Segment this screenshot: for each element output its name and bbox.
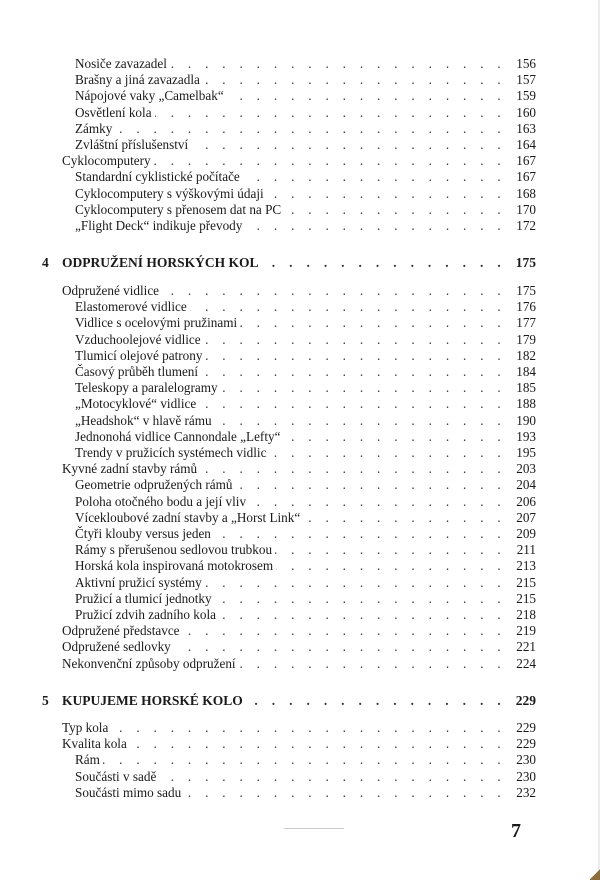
toc-entry-title: Kyvné zadní stavby rámů: [62, 461, 200, 477]
dot-leader: [205, 348, 506, 364]
chapter-number: 5: [42, 693, 49, 708]
dot-leader: [159, 769, 506, 785]
toc-entry-title: Odpružené představce: [62, 623, 183, 639]
toc-entry-title: Součásti v sadě: [75, 769, 159, 785]
toc-entry[interactable]: [75, 218, 536, 234]
toc-entry[interactable]: [75, 575, 536, 591]
toc-entry[interactable]: [75, 348, 536, 364]
toc-entry[interactable]: [75, 769, 536, 785]
toc-entry-page: 206: [506, 494, 536, 510]
page-number: 7: [511, 820, 521, 842]
toc-entry-page: 160: [506, 105, 536, 121]
toc-entry-page: 175: [506, 283, 536, 299]
chapter-title: KUPUJEME HORSKÉ KOLO: [62, 693, 246, 709]
toc-entry[interactable]: [75, 72, 536, 88]
dot-leader: [246, 693, 506, 709]
toc-entry-page: 213: [506, 558, 536, 574]
toc-entry-page: 170: [506, 202, 536, 218]
toc-entry-page: 203: [506, 461, 536, 477]
toc-entry[interactable]: [75, 315, 536, 331]
toc-entry-title: Součásti mimo sadu: [75, 785, 184, 801]
toc-entry-title: Typ kola: [62, 720, 111, 736]
toc-entry[interactable]: [75, 56, 536, 72]
dot-leader: [275, 542, 506, 558]
toc-entry[interactable]: [75, 477, 536, 493]
toc-entry[interactable]: [75, 413, 536, 429]
dot-leader: [162, 283, 506, 299]
toc-entry-page: 232: [506, 785, 536, 801]
dot-leader: [215, 413, 506, 429]
toc-entry-title: Rámy s přerušenou sedlovou trubkou: [75, 542, 275, 558]
toc-entry-title: Standardní cyklistické počítače: [75, 169, 243, 185]
toc-entry-page: 230: [506, 769, 536, 785]
dot-leader: [245, 218, 506, 234]
toc-entry[interactable]: [75, 105, 536, 121]
toc-entry-page: 188: [506, 396, 536, 412]
dot-leader: [284, 202, 506, 218]
dot-leader: [200, 461, 506, 477]
toc-entry-page: 156: [506, 56, 536, 72]
toc-entry[interactable]: [62, 656, 536, 672]
dot-leader: [221, 380, 506, 396]
chapter-page: 175: [506, 255, 536, 271]
dot-leader: [267, 186, 506, 202]
toc-entry-page: 211: [506, 542, 536, 558]
chapter-heading[interactable]: [62, 255, 536, 271]
toc-entry[interactable]: [75, 202, 536, 218]
toc-entry-title: Zámky: [75, 121, 115, 137]
toc-entry-title: Cyklocomputery: [62, 153, 154, 169]
toc-entry-title: Nosiče zavazadel: [75, 56, 170, 72]
toc-entry[interactable]: [62, 639, 536, 655]
dot-leader: [201, 364, 506, 380]
toc-entry-page: 229: [506, 720, 536, 736]
toc-entry-title: „Headshok“ v hlavě rámu: [75, 413, 215, 429]
toc-entry[interactable]: [62, 153, 536, 169]
toc-entry-title: Cyklocomputery s přenosem dat na PC: [75, 202, 284, 218]
dot-leader: [219, 607, 506, 623]
toc-entry[interactable]: [75, 591, 536, 607]
toc-entry[interactable]: [75, 785, 536, 801]
dot-leader: [154, 153, 506, 169]
toc-entry[interactable]: [75, 380, 536, 396]
toc-entry-title: Osvětlení kola: [75, 105, 155, 121]
toc-entry-title: Trendy v pružicích systémech vidlic: [75, 445, 269, 461]
toc-entry-title: Čtyři klouby versus jeden: [75, 526, 214, 542]
toc-entry-title: Rám: [75, 752, 103, 768]
dot-leader: [240, 315, 506, 331]
toc-entry-page: 177: [506, 315, 536, 331]
toc-entry[interactable]: [75, 542, 536, 558]
chapter-number: 4: [42, 255, 49, 270]
toc-entry[interactable]: [62, 720, 536, 736]
toc-entry-page: 219: [506, 623, 536, 639]
toc-entry-page: 215: [506, 591, 536, 607]
toc-entry[interactable]: [75, 558, 536, 574]
toc-entry[interactable]: [75, 396, 536, 412]
toc-entry[interactable]: [75, 510, 536, 526]
toc-entry-title: Teleskopy a paralelogramy: [75, 380, 221, 396]
toc-entry-title: Jednonohá vidlice Cannondale „Lefty“: [75, 429, 283, 445]
dot-leader: [190, 299, 506, 315]
chapter-title: ODPRUŽENÍ HORSKÝCH KOL: [62, 255, 262, 271]
toc-entry-title: Nekonvenční způsoby odpružení: [62, 656, 239, 672]
toc-entry-page: 163: [506, 121, 536, 137]
toc-entry-page: 224: [506, 656, 536, 672]
toc-entry-page: 207: [506, 510, 536, 526]
toc-entry-title: Brašny a jiná zavazadla: [75, 72, 203, 88]
toc-entry-page: 182: [506, 348, 536, 364]
toc-entry-title: „Motocyklové“ vidlice: [75, 396, 199, 412]
toc-entry[interactable]: [75, 526, 536, 542]
toc-entry-page: 168: [506, 186, 536, 202]
chapter-heading[interactable]: [62, 693, 536, 709]
dot-leader: [227, 88, 506, 104]
toc-entry-title: Zvláštní příslušenství: [75, 137, 191, 153]
toc-entry-page: 184: [506, 364, 536, 380]
toc-entry-title: Tlumicí olejové patrony: [75, 348, 205, 364]
toc-entry-title: Kvalita kola: [62, 736, 130, 752]
toc-entry[interactable]: [62, 461, 536, 477]
toc-entry[interactable]: [75, 332, 536, 348]
toc-entry-page: 221: [506, 639, 536, 655]
toc-entry[interactable]: [62, 736, 536, 752]
toc-entry-title: Vzduchoolejové vidlice: [75, 332, 204, 348]
toc-entry[interactable]: [75, 494, 536, 510]
dot-leader: [276, 558, 506, 574]
toc-entry-title: Odpružené vidlice: [62, 283, 162, 299]
dot-leader: [111, 720, 506, 736]
toc-entry-page: 193: [506, 429, 536, 445]
dot-leader: [214, 526, 506, 542]
dot-leader: [235, 477, 506, 493]
dot-leader: [130, 736, 506, 752]
dot-leader: [191, 137, 506, 153]
dot-leader: [103, 752, 506, 768]
toc-entry-title: Poloha otočného bodu a její vliv: [75, 494, 249, 510]
toc-entry[interactable]: [75, 121, 536, 137]
dot-leader: [262, 255, 506, 271]
toc-entry[interactable]: [75, 299, 536, 315]
dot-leader: [115, 121, 506, 137]
toc-entry-page: 172: [506, 218, 536, 234]
toc-entry[interactable]: [75, 364, 536, 380]
dot-leader: [249, 494, 506, 510]
toc-entry-page: 190: [506, 413, 536, 429]
dot-leader: [183, 623, 506, 639]
dot-leader: [239, 656, 506, 672]
toc-entry-page: 204: [506, 477, 536, 493]
toc-entry-title: Pružicí zdvih zadního kola: [75, 607, 219, 623]
toc-entry-page: 218: [506, 607, 536, 623]
toc-entry-page: 215: [506, 575, 536, 591]
dot-leader: [243, 169, 506, 185]
toc-entry-title: Aktivní pružicí systémy: [75, 575, 205, 591]
toc-entry[interactable]: [62, 283, 536, 299]
toc-entry-title: „Flight Deck“ indikuje převody: [75, 218, 245, 234]
dot-leader: [174, 639, 506, 655]
toc-entry[interactable]: [75, 445, 536, 461]
toc-entry-page: 157: [506, 72, 536, 88]
dot-leader: [269, 445, 506, 461]
toc-entry-title: Elastomerové vidlice: [75, 299, 190, 315]
toc-entry-page: 164: [506, 137, 536, 153]
toc-entry-title: Nápojové vaky „Camelbak“: [75, 88, 227, 104]
dot-leader: [204, 332, 506, 348]
toc-entry[interactable]: [75, 169, 536, 185]
dot-leader: [303, 510, 506, 526]
toc-entry[interactable]: [75, 752, 536, 768]
toc-entry-title: Horská kola inspirovaná motokrosem: [75, 558, 276, 574]
page-corner: [590, 868, 600, 880]
toc-entry-page: 230: [506, 752, 536, 768]
dot-leader: [155, 105, 506, 121]
toc-entry-title: Pružicí a tlumicí jednotky: [75, 591, 215, 607]
toc-entry[interactable]: [75, 186, 536, 202]
dot-leader: [283, 429, 506, 445]
toc-entry-title: Cyklocomputery s výškovými údaji: [75, 186, 267, 202]
toc-entry[interactable]: [75, 137, 536, 153]
chapter-page: 229: [506, 693, 536, 709]
toc-entry-page: 185: [506, 380, 536, 396]
toc-entry[interactable]: [62, 623, 536, 639]
toc-entry-page: 176: [506, 299, 536, 315]
toc-entry-page: 179: [506, 332, 536, 348]
dot-leader: [215, 591, 506, 607]
toc-entry-page: 229: [506, 736, 536, 752]
toc-entry-title: Časový průběh tlumení: [75, 364, 201, 380]
scan-smudge: [284, 828, 344, 829]
toc-entry-title: Vidlice s ocelovými pružinami: [75, 315, 240, 331]
toc-entry-page: 167: [506, 153, 536, 169]
toc-entry-page: 159: [506, 88, 536, 104]
toc-entry-title: Odpružené sedlovky: [62, 639, 174, 655]
toc-entry-title: Vícekloubové zadní stavby a „Horst Link“: [75, 510, 303, 526]
dot-leader: [203, 72, 506, 88]
toc-entry[interactable]: [75, 88, 536, 104]
dot-leader: [205, 575, 506, 591]
dot-leader: [184, 785, 506, 801]
toc-entry[interactable]: [75, 429, 536, 445]
toc-entry-page: 167: [506, 169, 536, 185]
dot-leader: [170, 56, 506, 72]
toc-entry-title: Geometrie odpružených rámů: [75, 477, 235, 493]
toc-entry-page: 195: [506, 445, 536, 461]
toc-entry-page: 209: [506, 526, 536, 542]
dot-leader: [199, 396, 506, 412]
toc-entry[interactable]: [75, 607, 536, 623]
